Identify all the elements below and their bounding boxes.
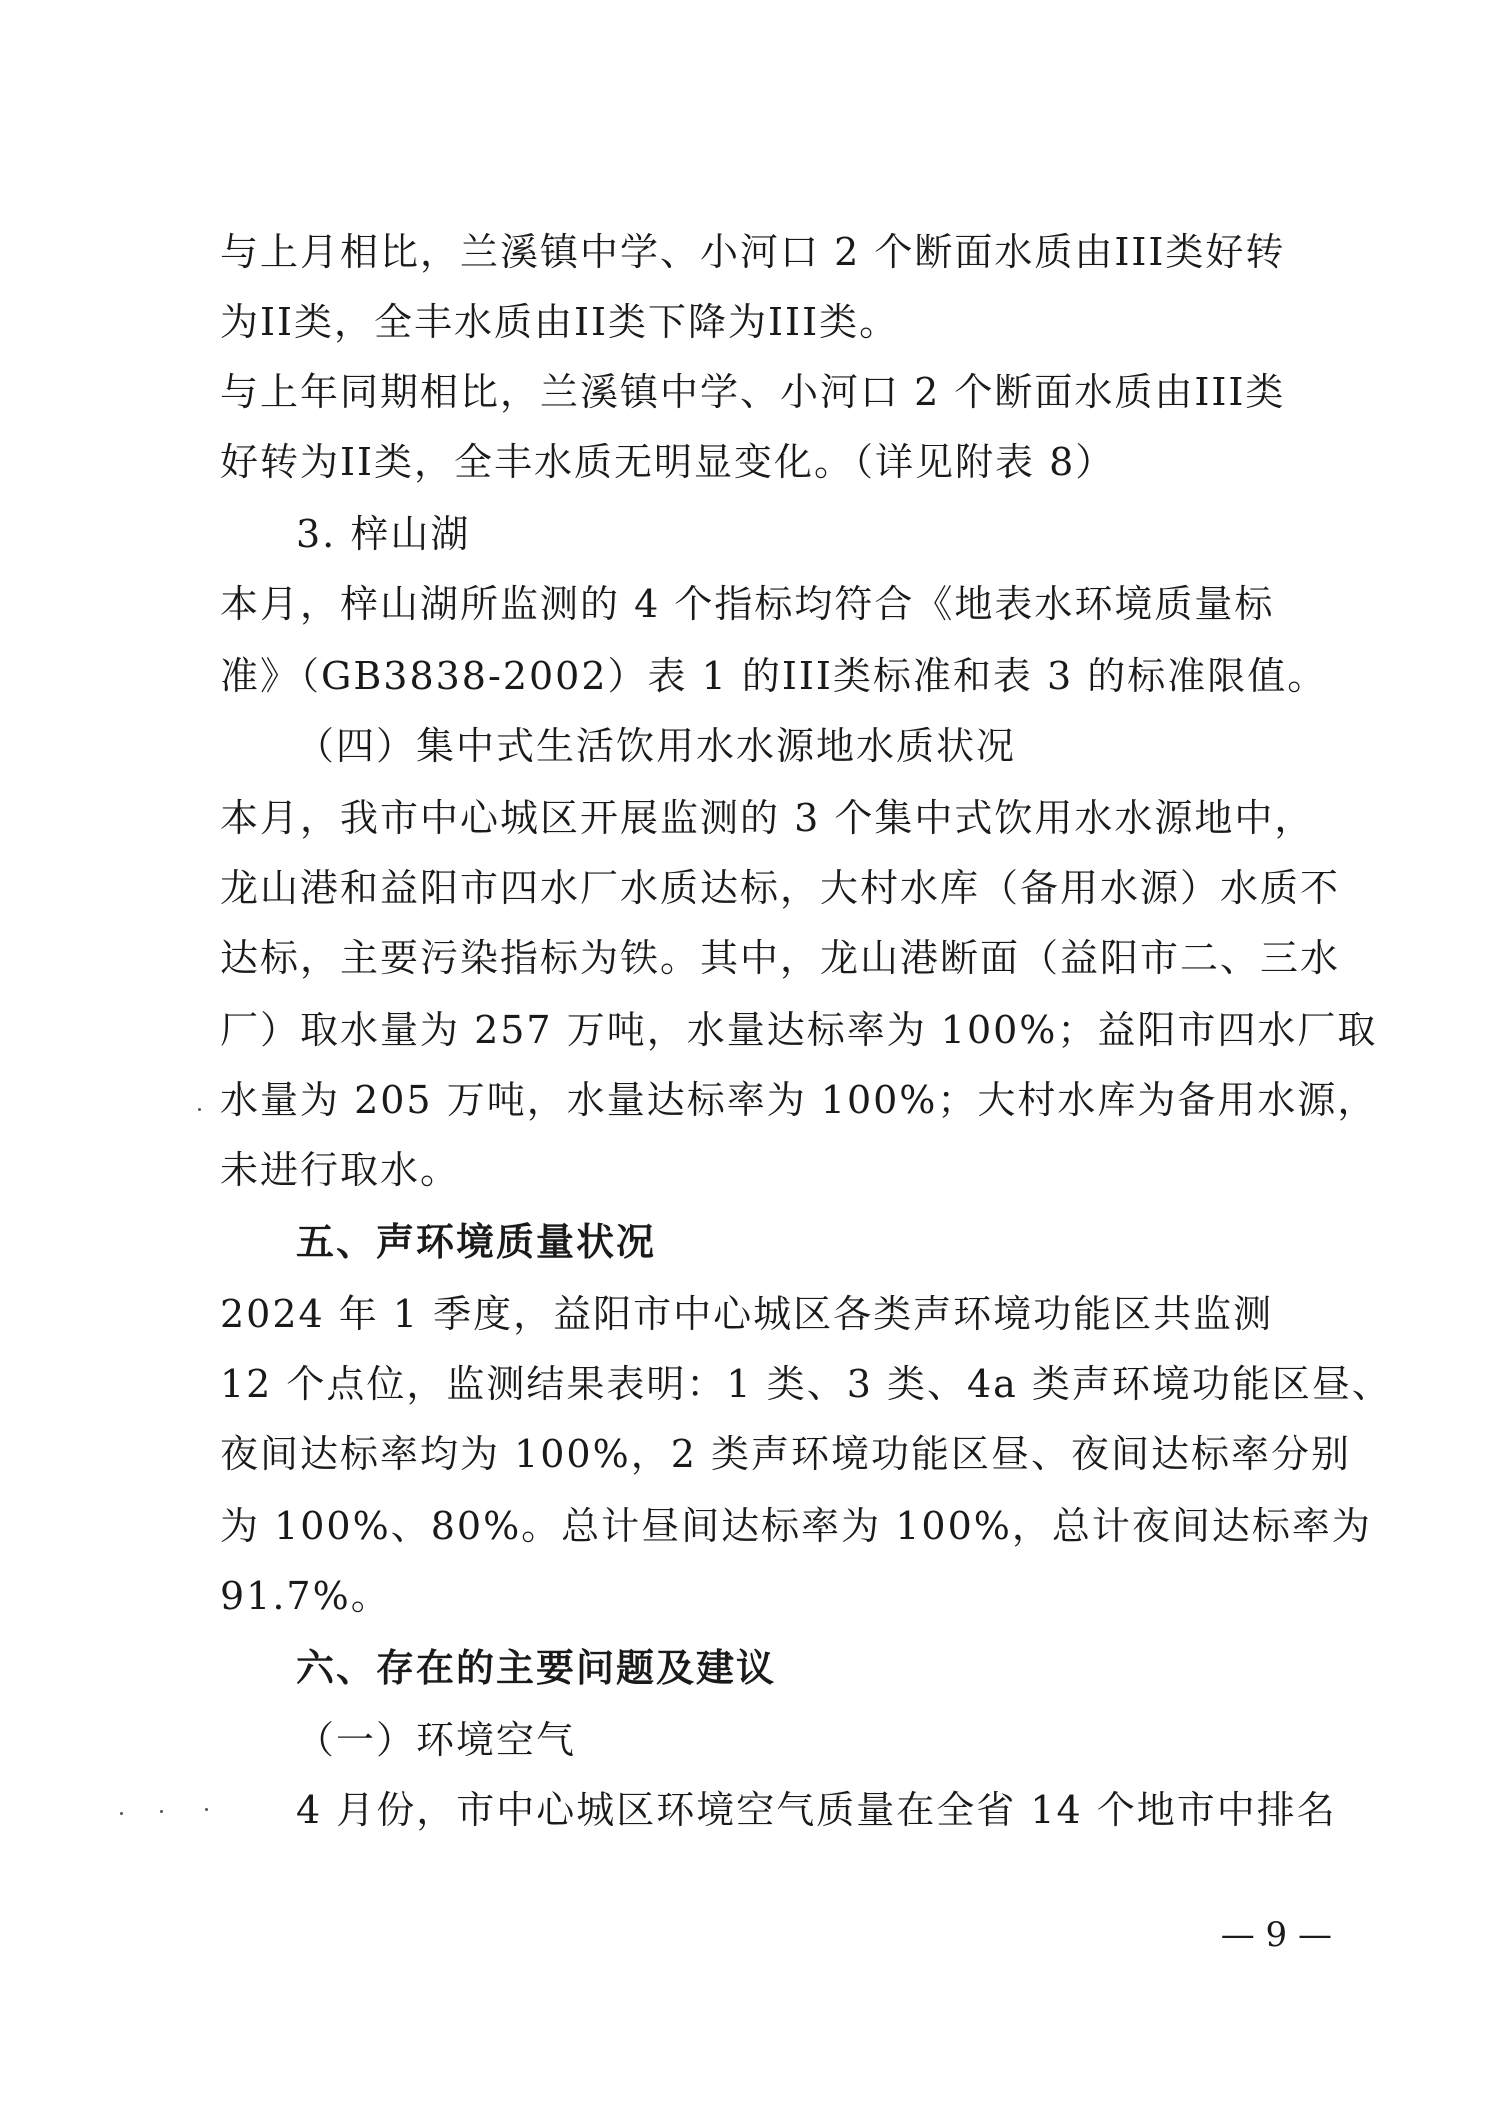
paragraph-line: 水量为 205 万吨，水量达标率为 100%；大村水库为备用水源， xyxy=(220,1078,1378,1122)
paragraph-line: 为II类，全丰水质由II类下降为III类。 xyxy=(220,300,900,344)
scan-speck xyxy=(205,1808,208,1811)
scan-speck xyxy=(120,1812,123,1815)
paragraph-line: 夜间达标率均为 100%，2 类声环境功能区昼、夜间达标率分别 xyxy=(220,1432,1351,1476)
chapter-heading: 五、声环境质量状况 xyxy=(296,1220,657,1264)
paragraph-line: 与上月相比，兰溪镇中学、小河口 2 个断面水质由III类好转 xyxy=(220,230,1286,274)
section-heading: （四）集中式生活饮用水水源地水质状况 xyxy=(296,724,1017,768)
section-heading: 3. 梓山湖 xyxy=(296,512,471,556)
scan-speck xyxy=(198,1108,201,1111)
paragraph-line: 好转为II类，全丰水质无明显变化。（详见附表 8） xyxy=(220,440,1116,484)
paragraph-line: 2024 年 1 季度，益阳市中心城区各类声环境功能区共监测 xyxy=(220,1292,1274,1336)
page-number: — 9 — xyxy=(1220,1915,1332,1955)
chapter-heading: 六、存在的主要问题及建议 xyxy=(296,1646,777,1690)
paragraph-line: 为 100%、80%。总计昼间达标率为 100%，总计夜间达标率为 xyxy=(220,1504,1372,1548)
section-heading: （一）环境空气 xyxy=(296,1718,577,1762)
scan-speck xyxy=(160,1810,163,1813)
paragraph-line: 达标，主要污染指标为铁。其中，龙山港断面（益阳市二、三水 xyxy=(220,936,1341,980)
paragraph-line: 龙山港和益阳市四水厂水质达标，大村水库（备用水源）水质不 xyxy=(220,866,1341,910)
paragraph-line: 厂）取水量为 257 万吨，水量达标率为 100%；益阳市四水厂取 xyxy=(220,1008,1378,1052)
paragraph-line: 未进行取水。 xyxy=(220,1148,461,1192)
paragraph-line: 12 个点位，监测结果表明：1 类、3 类、4a 类声环境功能区昼、 xyxy=(220,1362,1392,1406)
paragraph-line: 本月，梓山湖所监测的 4 个指标均符合《地表水环境质量标 xyxy=(220,582,1275,626)
paragraph-line: 准》（GB3838-2002）表 1 的III类标准和表 3 的标准限值。 xyxy=(220,654,1328,698)
paragraph-line: 91.7%。 xyxy=(220,1574,391,1618)
paragraph-line: 与上年同期相比，兰溪镇中学、小河口 2 个断面水质由III类 xyxy=(220,370,1286,414)
paragraph-line: 4 月份，市中心城区环境空气质量在全省 14 个地市中排名 xyxy=(296,1788,1337,1832)
paragraph-line: 本月，我市中心城区开展监测的 3 个集中式饮用水水源地中， xyxy=(220,796,1315,840)
